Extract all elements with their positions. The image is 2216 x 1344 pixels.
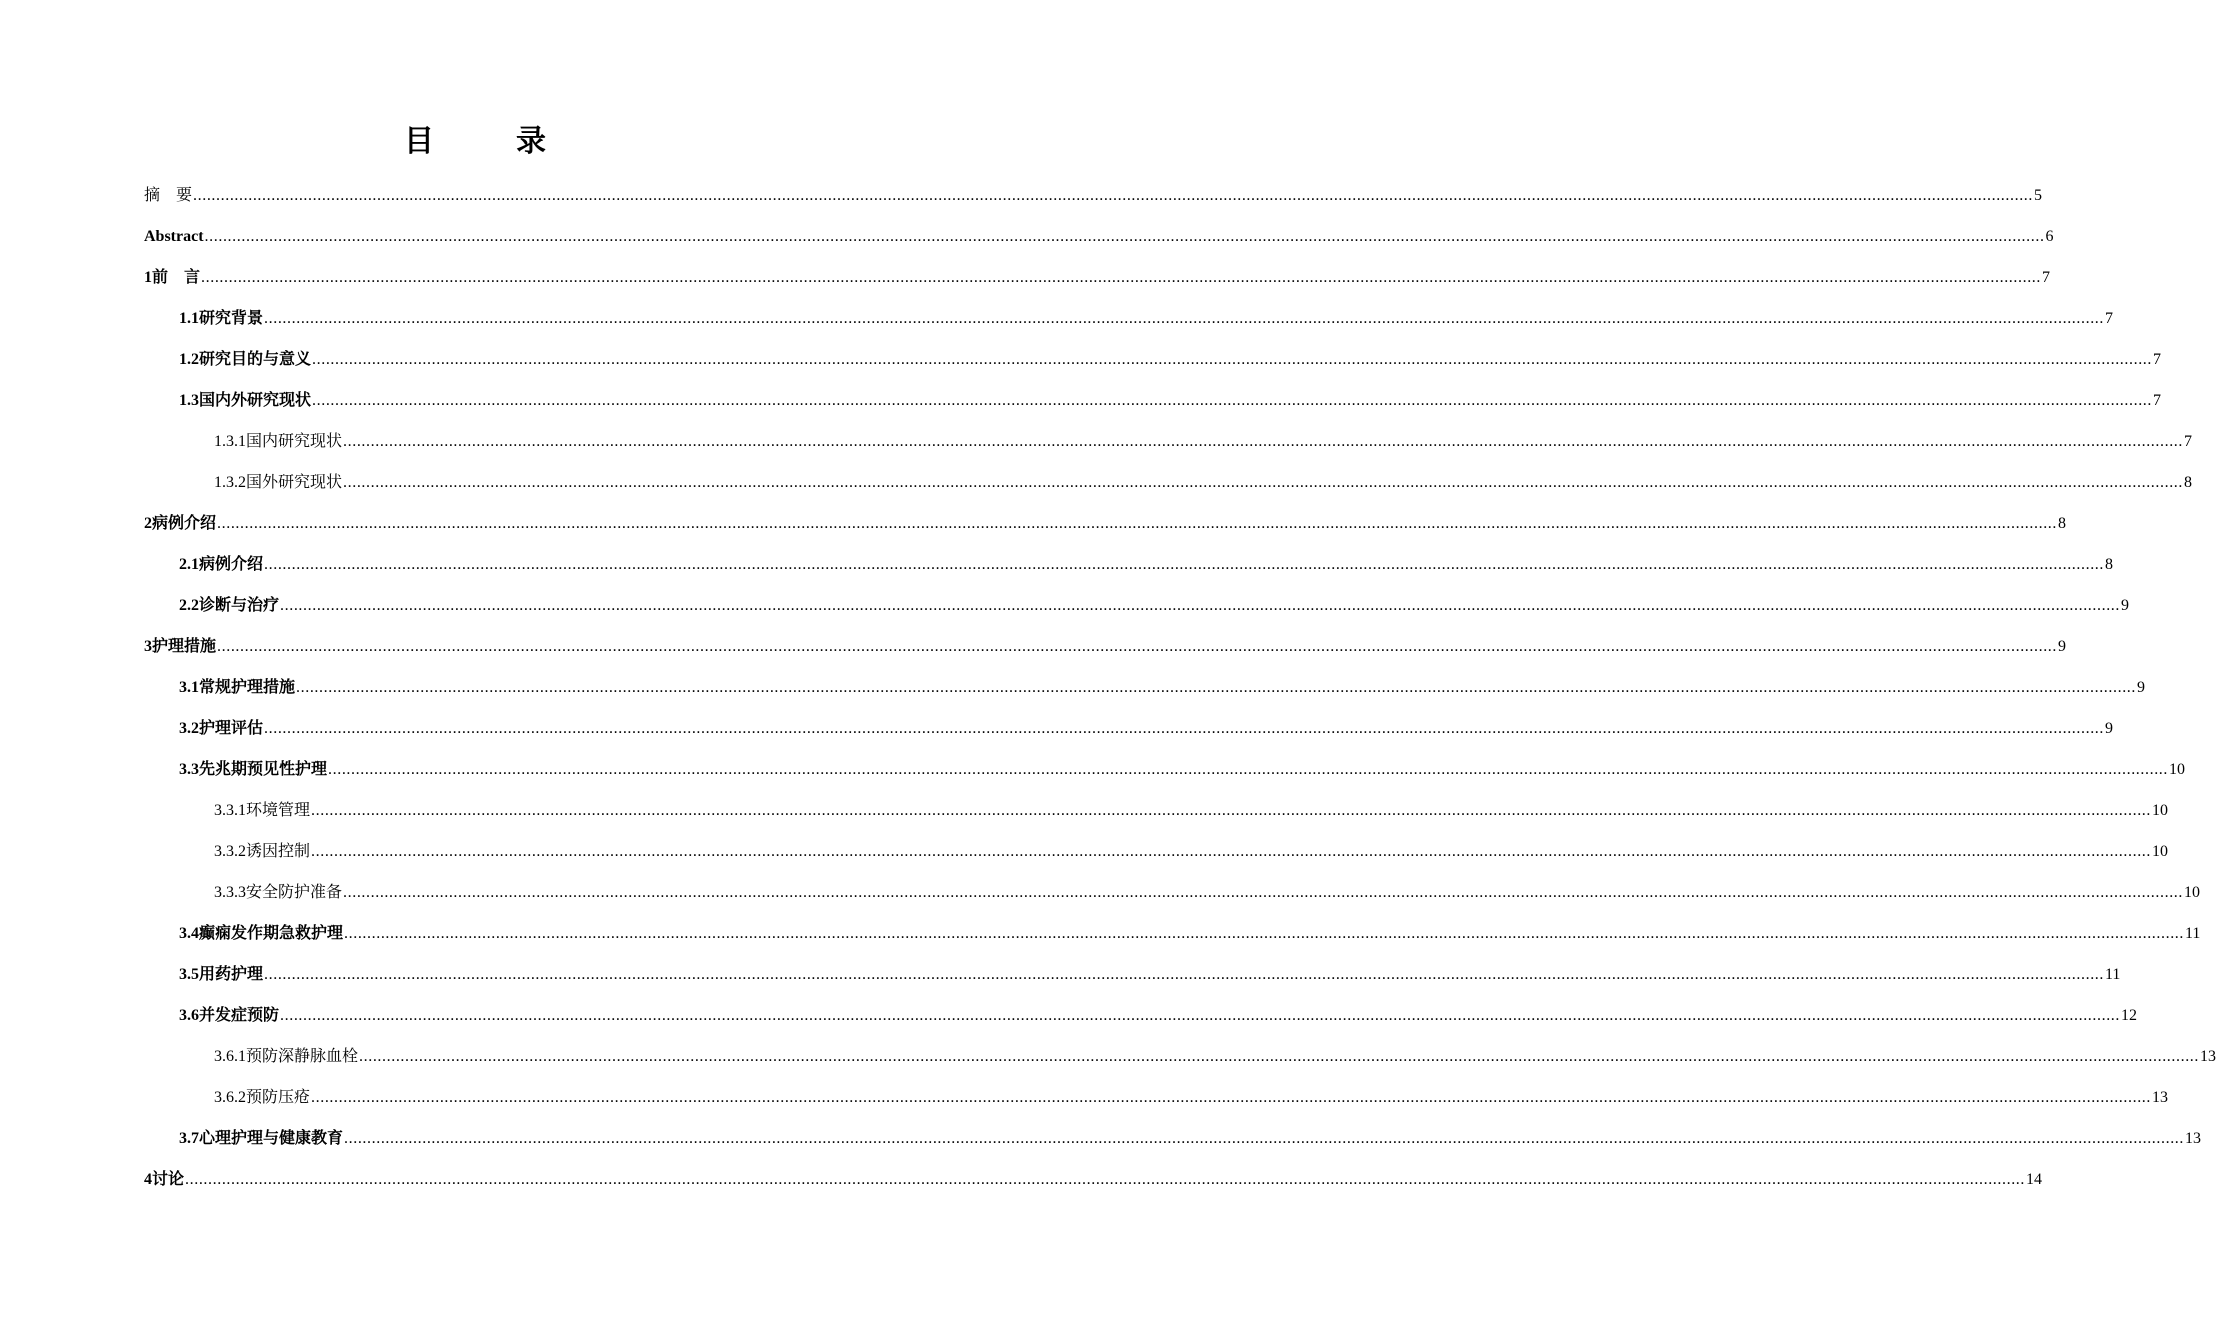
- toc-entry-title: 常规护理措施: [199, 678, 296, 696]
- toc-entry-title: 国外研究现状: [246, 473, 343, 491]
- toc-entry-number: 1.2: [179, 350, 199, 368]
- toc-dot-leader: ................................................................................................................................................................................................................................................................................................................................................................................................................: [296, 678, 2137, 696]
- toc-entry-number: 3.2: [179, 719, 199, 737]
- toc-entry-title: 国内研究现状: [246, 432, 343, 450]
- toc-list: [0, 175, 2216, 1200]
- toc-entry-title: 先兆期预见性护理: [199, 760, 328, 778]
- toc-dot-leader: ................................................................................................................................................................................................................................................................................................................................................................................................................: [359, 1047, 2200, 1065]
- toc-entry[interactable]: [0, 913, 2201, 954]
- toc-entry-page: 11: [2185, 924, 2201, 942]
- toc-entry-number: 3.3.2: [214, 842, 246, 860]
- toc-entry-page: 9: [2121, 596, 2130, 614]
- toc-entry-title: 护理评估: [199, 719, 264, 737]
- toc-entry-number: 3.5: [179, 965, 199, 983]
- toc-dot-leader: ................................................................................................................................................................................................................................................................................................................................................................................................................: [201, 268, 2042, 286]
- toc-dot-leader: ................................................................................................................................................................................................................................................................................................................................................................................................................: [311, 842, 2152, 860]
- toc-entry-title: 预防压疮: [246, 1088, 311, 1106]
- toc-entry-number: 3.4: [179, 924, 199, 942]
- toc-entry-page: 10: [2152, 842, 2169, 860]
- toc-entry-page: 7: [2153, 391, 2162, 409]
- toc-entry[interactable]: [0, 954, 2121, 995]
- toc-dot-leader: ................................................................................................................................................................................................................................................................................................................................................................................................................: [204, 227, 2045, 245]
- toc-entry-title: 并发症预防: [199, 1006, 280, 1024]
- toc-dot-leader: ................................................................................................................................................................................................................................................................................................................................................................................................................: [217, 514, 2058, 532]
- toc-entry-page: 9: [2058, 637, 2067, 655]
- toc-dot-leader: ................................................................................................................................................................................................................................................................................................................................................................................................................: [185, 1170, 2026, 1188]
- toc-entry[interactable]: [0, 1159, 2043, 1200]
- toc-entry-page: 10: [2152, 801, 2169, 819]
- toc-entry[interactable]: [0, 585, 2130, 626]
- toc-entry[interactable]: [0, 339, 2162, 380]
- toc-entry[interactable]: [0, 872, 2201, 913]
- toc-entry[interactable]: [0, 626, 2067, 667]
- toc-entry-page: 7: [2184, 432, 2193, 450]
- toc-dot-leader: ................................................................................................................................................................................................................................................................................................................................................................................................................: [264, 555, 2105, 573]
- toc-dot-leader: ................................................................................................................................................................................................................................................................................................................................................................................................................: [280, 1006, 2121, 1024]
- toc-entry-page: 10: [2169, 760, 2186, 778]
- toc-entry-number: 4: [144, 1170, 152, 1188]
- toc-entry-title: 安全防护准备: [246, 883, 343, 901]
- toc-entry-number: 2.1: [179, 555, 199, 573]
- toc-entry-title: 预防深静脉血栓: [246, 1047, 359, 1065]
- toc-entry-page: 9: [2105, 719, 2114, 737]
- toc-entry-number: 1.1: [179, 309, 199, 327]
- toc-entry-title: 用药护理: [199, 965, 264, 983]
- toc-entry-page: 9: [2137, 678, 2146, 696]
- toc-entry[interactable]: [0, 175, 2043, 216]
- toc-dot-leader: ................................................................................................................................................................................................................................................................................................................................................................................................................: [193, 186, 2034, 204]
- toc-entry-page: 13: [2200, 1047, 2216, 1065]
- toc-entry-page: 6: [2045, 227, 2054, 245]
- toc-title: 目 录: [404, 124, 572, 159]
- toc-entry-title: 病例介绍: [152, 514, 217, 532]
- toc-dot-leader: ................................................................................................................................................................................................................................................................................................................................................................................................................: [343, 883, 2184, 901]
- toc-entry[interactable]: [0, 831, 2169, 872]
- toc-entry[interactable]: [0, 257, 2051, 298]
- toc-dot-leader: ................................................................................................................................................................................................................................................................................................................................................................................................................: [264, 719, 2105, 737]
- toc-entry-page: 5: [2034, 186, 2043, 204]
- toc-entry-title: 讨论: [152, 1170, 185, 1188]
- toc-entry-number: 3.6: [179, 1006, 199, 1024]
- toc-entry-page: 11: [2105, 965, 2121, 983]
- toc-entry-page: 14: [2026, 1170, 2043, 1188]
- toc-entry-page: 7: [2105, 309, 2114, 327]
- toc-entry-number: 3.3.1: [214, 801, 246, 819]
- toc-entry-title: 前 言: [152, 268, 201, 286]
- toc-entry-page: 7: [2153, 350, 2162, 368]
- toc-entry-page: 8: [2184, 473, 2193, 491]
- toc-entry-number: 2.2: [179, 596, 199, 614]
- toc-entry-page: 7: [2042, 268, 2051, 286]
- toc-entry-number: 3.6.2: [214, 1088, 246, 1106]
- toc-dot-leader: ................................................................................................................................................................................................................................................................................................................................................................................................................: [343, 432, 2184, 450]
- toc-entry-title: 诱因控制: [246, 842, 311, 860]
- toc-entry-number: 3.3.3: [214, 883, 246, 901]
- toc-entry[interactable]: [0, 544, 2114, 585]
- toc-entry-title: 国内外研究现状: [199, 391, 312, 409]
- toc-entry-title: 环境管理: [246, 801, 311, 819]
- toc-entry-page: 13: [2185, 1129, 2202, 1147]
- toc-dot-leader: ................................................................................................................................................................................................................................................................................................................................................................................................................: [343, 473, 2184, 491]
- toc-entry[interactable]: [0, 462, 2193, 503]
- toc-entry-title: 癫痫发作期急救护理: [199, 924, 344, 942]
- toc-dot-leader: ................................................................................................................................................................................................................................................................................................................................................................................................................: [264, 309, 2105, 327]
- toc-entry[interactable]: [0, 667, 2146, 708]
- toc-entry-number: 1: [144, 268, 152, 286]
- toc-entry[interactable]: [0, 216, 2054, 257]
- toc-entry-title: 诊断与治疗: [199, 596, 280, 614]
- toc-entry[interactable]: [0, 1077, 2169, 1118]
- toc-entry-title: 摘 要: [144, 186, 193, 204]
- toc-entry-title: 病例介绍: [199, 555, 264, 573]
- toc-entry-title: 研究目的与意义: [199, 350, 312, 368]
- toc-entry-page: 12: [2121, 1006, 2138, 1024]
- toc-dot-leader: ................................................................................................................................................................................................................................................................................................................................................................................................................: [311, 1088, 2152, 1106]
- toc-entry-title: 心理护理与健康教育: [199, 1129, 344, 1147]
- toc-entry[interactable]: [0, 790, 2169, 831]
- toc-entry-number: 1.3: [179, 391, 199, 409]
- toc-entry-number: 3.3: [179, 760, 199, 778]
- toc-dot-leader: ................................................................................................................................................................................................................................................................................................................................................................................................................: [344, 924, 2185, 942]
- toc-entry-number: 3.7: [179, 1129, 199, 1147]
- toc-entry-title: 护理措施: [152, 637, 217, 655]
- toc-entry-number: 2: [144, 514, 152, 532]
- toc-entry-number: 1.3.1: [214, 432, 246, 450]
- toc-entry-number: 3.6.1: [214, 1047, 246, 1065]
- toc-entry-number: 3.1: [179, 678, 199, 696]
- toc-entry[interactable]: [0, 749, 2186, 790]
- toc-entry[interactable]: [0, 995, 2138, 1036]
- toc-entry[interactable]: [0, 1036, 2216, 1077]
- toc-entry[interactable]: [0, 503, 2067, 544]
- toc-dot-leader: ................................................................................................................................................................................................................................................................................................................................................................................................................: [264, 965, 2105, 983]
- toc-entry-number: 1.3.2: [214, 473, 246, 491]
- toc-entry-title: Abstract: [144, 227, 204, 245]
- toc-entry[interactable]: [0, 298, 2114, 339]
- toc-dot-leader: ................................................................................................................................................................................................................................................................................................................................................................................................................: [328, 760, 2169, 778]
- toc-entry-title: 研究背景: [199, 309, 264, 327]
- toc-dot-leader: ................................................................................................................................................................................................................................................................................................................................................................................................................: [344, 1129, 2185, 1147]
- toc-entry-page: 8: [2058, 514, 2067, 532]
- toc-dot-leader: ................................................................................................................................................................................................................................................................................................................................................................................................................: [311, 801, 2152, 819]
- toc-entry[interactable]: [0, 380, 2162, 421]
- toc-dot-leader: ................................................................................................................................................................................................................................................................................................................................................................................................................: [312, 391, 2153, 409]
- toc-dot-leader: ................................................................................................................................................................................................................................................................................................................................................................................................................: [280, 596, 2121, 614]
- toc-entry-number: 3: [144, 637, 152, 655]
- toc-entry-page: 10: [2184, 883, 2201, 901]
- toc-entry-page: 8: [2105, 555, 2114, 573]
- toc-entry[interactable]: [0, 708, 2114, 749]
- toc-dot-leader: ................................................................................................................................................................................................................................................................................................................................................................................................................: [312, 350, 2153, 368]
- toc-entry-page: 13: [2152, 1088, 2169, 1106]
- toc-entry[interactable]: [0, 421, 2193, 462]
- toc-entry[interactable]: [0, 1118, 2202, 1159]
- toc-dot-leader: ................................................................................................................................................................................................................................................................................................................................................................................................................: [217, 637, 2058, 655]
